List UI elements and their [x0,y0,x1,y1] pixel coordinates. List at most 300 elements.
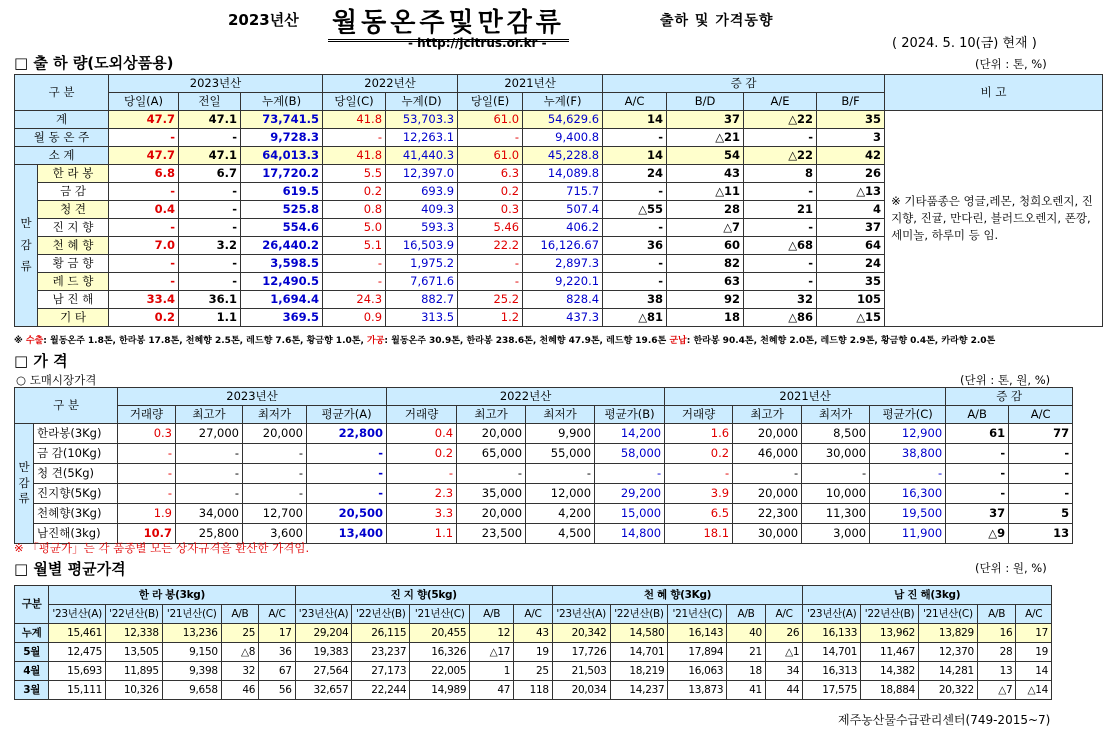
data-cell: 1.1 [179,309,241,327]
title-year: 2023년산 [228,11,299,29]
data-cell: 20,500 [307,504,387,524]
data-cell: 5.0 [323,219,386,237]
data-cell: - [457,464,526,484]
data-cell: △86 [744,309,817,327]
data-cell: 43 [514,624,553,643]
data-cell: 14,089.8 [523,165,603,183]
data-cell: 25,800 [176,524,243,544]
data-cell: 30,000 [802,444,870,464]
data-cell: 715.7 [523,183,603,201]
sub-header: A/C [765,605,802,624]
data-cell: 13,873 [668,681,727,700]
data-cell: 18 [727,662,766,681]
side-char: 류 [18,491,30,506]
table-row [15,643,1052,662]
data-cell: 3,600 [243,524,307,544]
data-cell: 20,034 [552,681,610,700]
data-cell: 3 [817,129,885,147]
data-cell: 33.4 [109,291,179,309]
data-cell: △55 [603,201,667,219]
data-cell: 19,383 [295,643,352,662]
sub-header: A/C [259,605,295,624]
row-label: 황 금 향 [38,255,109,273]
data-cell: 41,440.3 [386,147,458,165]
sub-header: 최저가 [802,406,870,424]
data-cell: 13 [977,662,1016,681]
data-cell: 10.7 [118,524,176,544]
data-cell: 13,505 [106,643,163,662]
row-label: 한 라 봉 [38,165,109,183]
data-cell: - [118,444,176,464]
data-cell: 61.0 [458,147,523,165]
sub-header: 평균가(B) [595,406,665,424]
data-cell: 1,975.2 [386,255,458,273]
table-header-row [15,406,1073,424]
side-char: 류 [20,259,32,274]
data-cell: △8 [221,643,258,662]
data-cell: 17,726 [552,643,610,662]
data-cell: 409.3 [386,201,458,219]
price-table [14,387,1073,544]
data-cell: 15,000 [595,504,665,524]
data-cell: 16,300 [870,484,946,504]
data-cell: 35,000 [457,484,526,504]
data-cell: △7 [977,681,1016,700]
data-cell: 25 [514,662,553,681]
footer-credit: 제주농산물수급관리센터(749-2015~7) [838,713,1051,727]
data-cell: 77 [1009,424,1073,444]
data-cell: - [733,464,802,484]
data-cell: 21,503 [552,662,610,681]
data-cell: △7 [667,219,744,237]
table-row [15,681,1052,700]
data-cell: 37 [667,111,744,129]
data-cell: 46 [221,681,258,700]
data-cell: 313.5 [386,309,458,327]
data-cell: 0.8 [323,201,386,219]
sub-header: 최고가 [733,406,802,424]
sub-header: 평균가(A) [307,406,387,424]
row-label: 한라봉(3Kg) [34,424,118,444]
sub-header: '23년산(A) [49,605,106,624]
sub-header: A/B [946,406,1009,424]
row-label: 소 계 [15,147,109,165]
data-cell: △15 [817,309,885,327]
data-cell: - [744,273,817,291]
data-cell: - [1009,444,1073,464]
data-cell: 35 [817,273,885,291]
data-cell: - [1009,464,1073,484]
data-cell: - [179,129,241,147]
data-cell: 14,580 [610,624,668,643]
data-cell: 20,342 [552,624,610,643]
data-cell: 15,111 [49,681,106,700]
sub-header: B/D [667,93,744,111]
data-cell: - [603,129,667,147]
data-cell: - [323,255,386,273]
data-cell: 6.3 [458,165,523,183]
table-row [15,504,1073,524]
row-label: 계 [15,111,109,129]
row-label: 금 감(10Kg) [34,444,118,464]
data-cell: 41.8 [323,147,386,165]
sub-header: 거래량 [118,406,176,424]
data-cell: 4,500 [526,524,595,544]
data-cell: 1.6 [665,424,733,444]
data-cell: - [109,273,179,291]
data-cell: 507.4 [523,201,603,219]
data-cell: - [323,273,386,291]
row-label: 청 견(5Kg) [34,464,118,484]
site-url[interactable]: - http://jcitrus.or.kr - [408,36,547,50]
data-cell: 9,220.1 [523,273,603,291]
data-cell: 22,005 [410,662,470,681]
data-cell: 32,657 [295,681,352,700]
data-cell: - [744,183,817,201]
data-cell: 0.2 [323,183,386,201]
row-label: 남 진 해 [38,291,109,309]
sub-header: 거래량 [387,406,457,424]
product-group-header: 진 지 향(5kg) [295,586,552,605]
data-cell: - [307,464,387,484]
sub-header: 평균가(C) [870,406,946,424]
data-cell: 12,700 [243,504,307,524]
data-cell: 73,741.5 [241,111,323,129]
data-cell: 22.2 [458,237,523,255]
data-cell: 0.3 [458,201,523,219]
data-cell: △13 [817,183,885,201]
data-cell: - [744,219,817,237]
data-cell: 30,000 [733,524,802,544]
data-cell: 22,300 [733,504,802,524]
sub-header: '23년산(A) [803,605,861,624]
data-cell: - [946,444,1009,464]
data-cell: 13,962 [861,624,919,643]
data-cell: 64,013.3 [241,147,323,165]
data-cell: - [458,255,523,273]
data-cell: 693.9 [386,183,458,201]
data-cell: 2,897.3 [523,255,603,273]
data-cell: 0.3 [118,424,176,444]
sub-header: A/C [603,93,667,111]
data-cell: 56 [259,681,295,700]
data-cell: 3.2 [179,237,241,255]
data-cell: 525.8 [241,201,323,219]
group-2022: 2022년산 [323,75,458,93]
data-cell: - [595,464,665,484]
data-cell: 34 [765,662,802,681]
data-cell: 1.1 [387,524,457,544]
data-cell: 82 [667,255,744,273]
monthly-price-table [14,585,1052,700]
data-cell: - [179,183,241,201]
data-cell: 64 [817,237,885,255]
data-cell: 16,326 [410,643,470,662]
row-label: 월 동 온 주 [15,129,109,147]
data-cell: 0.9 [323,309,386,327]
data-cell: 882.7 [386,291,458,309]
sub-header: '22년산(B) [106,605,163,624]
data-cell: - [109,219,179,237]
data-cell: 13,829 [918,624,977,643]
group-change: 증 감 [946,388,1073,406]
data-cell: 5 [1009,504,1073,524]
data-cell: 38 [603,291,667,309]
sub-header: A/C [1009,406,1073,424]
sub-header: 최저가 [526,406,595,424]
section2-footnote: ※ 「평균가」는 각 품종별 모든 상자규격을 환산한 가격임. [14,541,310,555]
data-cell: 29,204 [295,624,352,643]
data-cell: 20,000 [457,424,526,444]
data-cell: 828.4 [523,291,603,309]
data-cell: 8 [744,165,817,183]
data-cell: - [323,129,386,147]
sub-header: A/C [514,605,553,624]
section3-unit: (단위 : 원, %) [975,561,1047,575]
data-cell: 92 [667,291,744,309]
sub-header: B/F [817,93,885,111]
data-cell: 36.1 [179,291,241,309]
category-side-label [15,424,34,544]
data-cell: 14 [1016,662,1052,681]
table-row [15,424,1073,444]
data-cell: 0.4 [109,201,179,219]
data-cell: - [603,273,667,291]
data-cell: - [387,464,457,484]
data-cell: - [118,484,176,504]
data-cell: 9,728.3 [241,129,323,147]
data-cell: 14,237 [610,681,668,700]
row-label: 5월 [15,643,49,662]
data-cell: - [603,183,667,201]
data-cell: △17 [470,643,514,662]
table-header-row [15,605,1052,624]
data-cell: 45,228.8 [523,147,603,165]
remarks-header: 비 고 [885,75,1103,111]
data-cell: 34,000 [176,504,243,524]
data-cell: 12 [470,624,514,643]
data-cell: 16,133 [803,624,861,643]
product-group-header: 천 혜 향(3Kg) [552,586,803,605]
col-gubun: 구 분 [15,388,118,424]
data-cell: 47 [470,681,514,700]
data-cell: 13 [1009,524,1073,544]
data-cell: 16,503.9 [386,237,458,255]
data-cell: 47.7 [109,111,179,129]
data-cell: 12,000 [526,484,595,504]
section3-title: □ 월별 평균가격 [14,560,126,578]
data-cell: 20,000 [243,424,307,444]
sub-header: A/B [727,605,766,624]
data-cell: 554.6 [241,219,323,237]
sub-header: A/B [221,605,258,624]
data-cell: 54 [667,147,744,165]
data-cell: 27,564 [295,662,352,681]
sub-header: 당일(A) [109,93,179,111]
sub-header: 누계(D) [386,93,458,111]
section2-title: □ 가 격 [14,352,68,370]
data-cell: 37 [946,504,1009,524]
sub-header: A/C [1016,605,1052,624]
data-cell: 32 [221,662,258,681]
data-cell: 65,000 [457,444,526,464]
data-cell: 0.2 [109,309,179,327]
data-cell: 14,281 [918,662,977,681]
data-cell: 26,440.2 [241,237,323,255]
data-cell: 14,701 [610,643,668,662]
data-cell: 12,900 [870,424,946,444]
data-cell: 28 [977,643,1016,662]
data-cell: 41.8 [323,111,386,129]
sub-header: A/B [977,605,1016,624]
data-cell: 0.2 [387,444,457,464]
data-cell: - [176,464,243,484]
data-cell: 20,000 [457,504,526,524]
data-cell: 17,720.2 [241,165,323,183]
data-cell: - [179,273,241,291]
data-cell: 26,115 [352,624,410,643]
data-cell: 1.2 [458,309,523,327]
data-cell: 17,575 [803,681,861,700]
report-date: ( 2024. 5. 10(금) 현재 ) [892,36,1037,51]
data-cell: 12,338 [106,624,163,643]
data-cell: 61.0 [458,111,523,129]
table-header-row [15,75,1103,93]
remarks-cell: ※ 기타품종은 영글,레몬, 청희오렌지, 진지향, 진귤, 만다린, 블러드오렌지, 폰깡,세미놀, 하루미 등 임. [885,111,1103,327]
table-row [15,662,1052,681]
row-label: 진지향(5Kg) [34,484,118,504]
data-cell: 9,150 [162,643,221,662]
data-cell: 619.5 [241,183,323,201]
sub-header: 당일(E) [458,93,523,111]
data-cell: 61 [946,424,1009,444]
data-cell: 58,000 [595,444,665,464]
data-cell: 19 [1016,643,1052,662]
data-cell: 9,400.8 [523,129,603,147]
data-cell: 17 [1016,624,1052,643]
sub-header: '22년산(B) [861,605,919,624]
data-cell: 3.3 [387,504,457,524]
row-label: 레 드 향 [38,273,109,291]
data-cell: 44 [765,681,802,700]
data-cell: - [603,219,667,237]
data-cell: - [176,444,243,464]
row-label: 천 혜 향 [38,237,109,255]
section2-subtitle: ○ 도매시장가격 [16,373,97,387]
data-cell: 32 [744,291,817,309]
data-cell: 7.0 [109,237,179,255]
data-cell: 47.7 [109,147,179,165]
data-cell: - [307,484,387,504]
data-cell: 20,000 [733,484,802,504]
data-cell: 36 [603,237,667,255]
data-cell: - [526,464,595,484]
page-subtitle: 출하 및 가격동향 [660,13,774,29]
data-cell: 23,237 [352,643,410,662]
data-cell: 0.4 [387,424,457,444]
data-cell: 17,894 [668,643,727,662]
data-cell: - [109,183,179,201]
data-cell: △68 [744,237,817,255]
data-cell: 11,467 [861,643,919,662]
data-cell: 118 [514,681,553,700]
data-cell: - [109,129,179,147]
data-cell: 16,143 [668,624,727,643]
row-label: 천혜향(3Kg) [34,504,118,524]
data-cell: 593.3 [386,219,458,237]
data-cell: - [744,129,817,147]
data-cell: 24 [603,165,667,183]
group-2021: 2021년산 [665,388,946,406]
data-cell: 47.1 [179,147,241,165]
data-cell: 8,500 [802,424,870,444]
data-cell: 105 [817,291,885,309]
row-label: 누계 [15,624,49,643]
group-change: 증 감 [603,75,885,93]
data-cell: 15,461 [49,624,106,643]
data-cell: - [243,484,307,504]
data-cell: - [176,484,243,504]
data-cell: 11,300 [802,504,870,524]
data-cell: 43 [667,165,744,183]
data-cell: △1 [765,643,802,662]
row-label: 청 견 [38,201,109,219]
data-cell: 10,326 [106,681,163,700]
data-cell: 24 [817,255,885,273]
section2-unit: (단위 : 톤, 원, %) [960,373,1051,387]
sub-header: '22년산(B) [352,605,410,624]
data-cell: 3.9 [665,484,733,504]
data-cell: 1,694.4 [241,291,323,309]
data-cell: 67 [259,662,295,681]
data-cell: - [179,255,241,273]
data-cell: 12,397.0 [386,165,458,183]
category-side-label [15,165,38,327]
data-cell: 16,063 [668,662,727,681]
data-cell: 2.3 [387,484,457,504]
sub-header: '21년산(C) [162,605,221,624]
data-cell: 35 [817,111,885,129]
data-cell: 21 [744,201,817,219]
data-cell: 4,200 [526,504,595,524]
row-label: 3월 [15,681,49,700]
data-cell: 20,000 [733,424,802,444]
sub-header: '22년산(B) [610,605,668,624]
data-cell: 18 [667,309,744,327]
data-cell: 17 [259,624,295,643]
table-header-row [15,586,1052,605]
data-cell: 3,598.5 [241,255,323,273]
data-cell: △14 [1016,681,1052,700]
data-cell: 14 [603,147,667,165]
data-cell: 5.46 [458,219,523,237]
table-row [15,111,1103,129]
side-char: 감 [18,475,30,490]
data-cell: 25 [221,624,258,643]
data-cell: 437.3 [523,309,603,327]
data-cell: 26 [817,165,885,183]
data-cell: 28 [667,201,744,219]
data-cell: 29,200 [595,484,665,504]
sub-header: A/E [744,93,817,111]
data-cell: - [870,464,946,484]
sub-header: 당일(C) [323,93,386,111]
row-label: 진 지 향 [38,219,109,237]
data-cell: 6.7 [179,165,241,183]
table-row [15,464,1073,484]
data-cell: 25.2 [458,291,523,309]
sub-header: 누계(F) [523,93,603,111]
